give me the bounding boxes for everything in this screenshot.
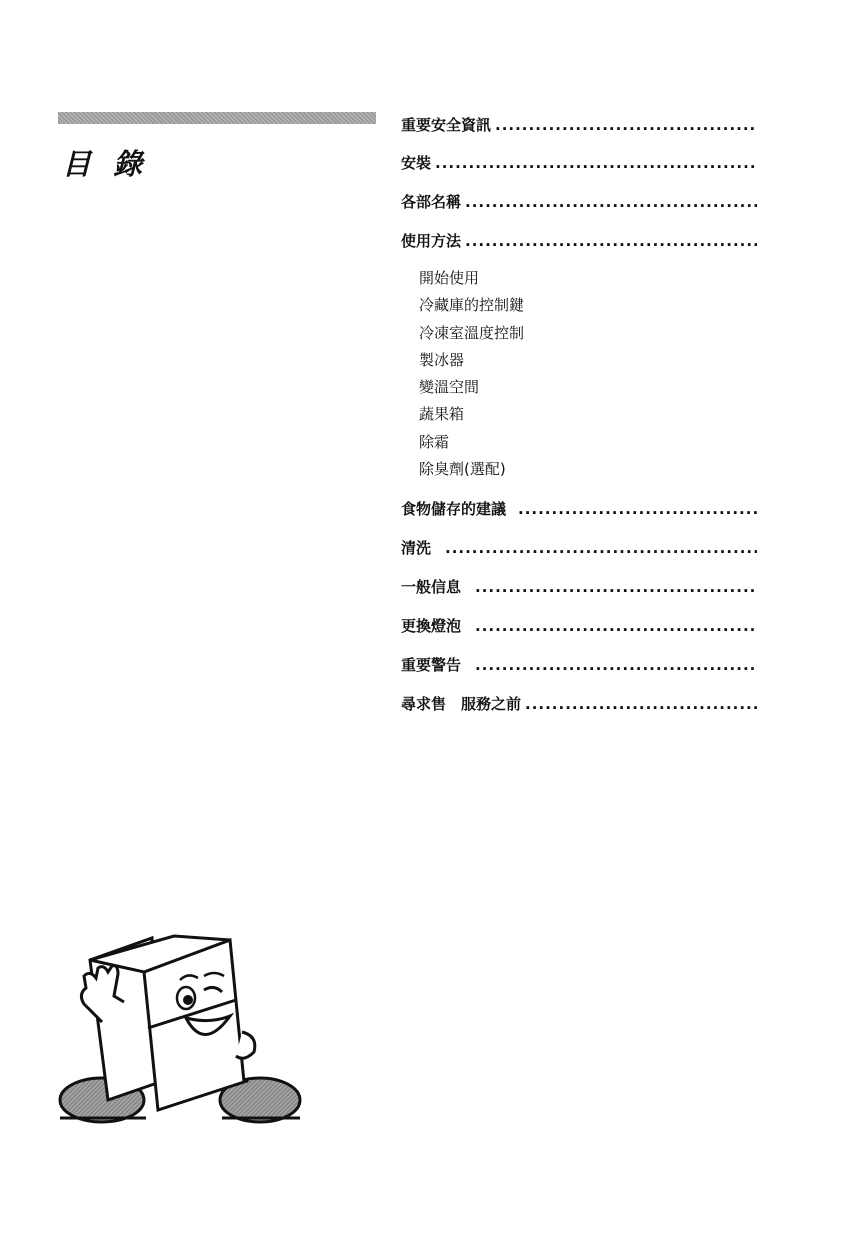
dot-leader bbox=[495, 115, 757, 135]
toc-subitem[interactable]: 蔬果箱 bbox=[419, 405, 465, 424]
toc-item-label: 清洗 bbox=[401, 539, 432, 557]
dot-leader bbox=[465, 231, 757, 251]
toc-item-bulb[interactable] bbox=[401, 616, 757, 636]
dot-leader bbox=[465, 192, 757, 212]
toc-item-general-info[interactable] bbox=[401, 577, 757, 597]
toc-subitem[interactable]: 開始使用 bbox=[419, 269, 480, 287]
toc-item-label: 更換燈泡 bbox=[401, 617, 462, 635]
toc-item-safety[interactable] bbox=[401, 115, 757, 135]
toc-item-label: 各部名稱 bbox=[401, 193, 462, 211]
toc-subitem[interactable]: 除霜 bbox=[419, 432, 450, 451]
toc-item-warnings[interactable] bbox=[401, 655, 757, 675]
toc-item-label: 尋求售 服務之前 bbox=[401, 695, 522, 713]
dot-leader bbox=[435, 153, 757, 173]
toc-item-label: 一般信息 bbox=[401, 578, 462, 596]
toc-subitem[interactable]: 變溫空間 bbox=[419, 378, 480, 397]
toc-sub-list bbox=[419, 265, 524, 483]
toc-item-label: 使用方法 bbox=[401, 232, 462, 250]
dot-leader bbox=[475, 655, 757, 675]
toc-subitem[interactable]: 製冰器 bbox=[419, 350, 465, 369]
toc-item-before-service[interactable] bbox=[401, 694, 757, 714]
toc-item-food-storage[interactable] bbox=[401, 499, 757, 519]
dot-leader bbox=[445, 538, 757, 558]
toc-subitem[interactable]: 除臭劑(選配) bbox=[419, 460, 506, 479]
toc-item-parts[interactable] bbox=[401, 192, 757, 212]
toc-item-usage[interactable] bbox=[401, 231, 757, 251]
dot-leader bbox=[525, 694, 757, 714]
toc-item-label: 食物儲存的建議 bbox=[401, 500, 507, 518]
dot-leader bbox=[518, 499, 757, 519]
toc-subitem[interactable]: 冷凍室溫度控制 bbox=[419, 323, 525, 342]
toc-item-label: 重要警告 bbox=[401, 656, 462, 674]
toc-item-label: 安裝 bbox=[401, 154, 432, 172]
header-rule-bar bbox=[58, 112, 376, 124]
toc-item-installation[interactable] bbox=[401, 153, 757, 173]
dot-leader bbox=[475, 616, 757, 636]
toc-item-cleaning[interactable] bbox=[401, 538, 757, 558]
refrigerator-mascot-icon bbox=[54, 932, 306, 1126]
page-title: 目 錄 bbox=[62, 147, 149, 181]
toc-item-label: 重要安全資訊 bbox=[401, 116, 492, 134]
toc-subitem[interactable]: 冷藏庫的控制鍵 bbox=[419, 296, 525, 315]
dot-leader bbox=[475, 577, 757, 597]
